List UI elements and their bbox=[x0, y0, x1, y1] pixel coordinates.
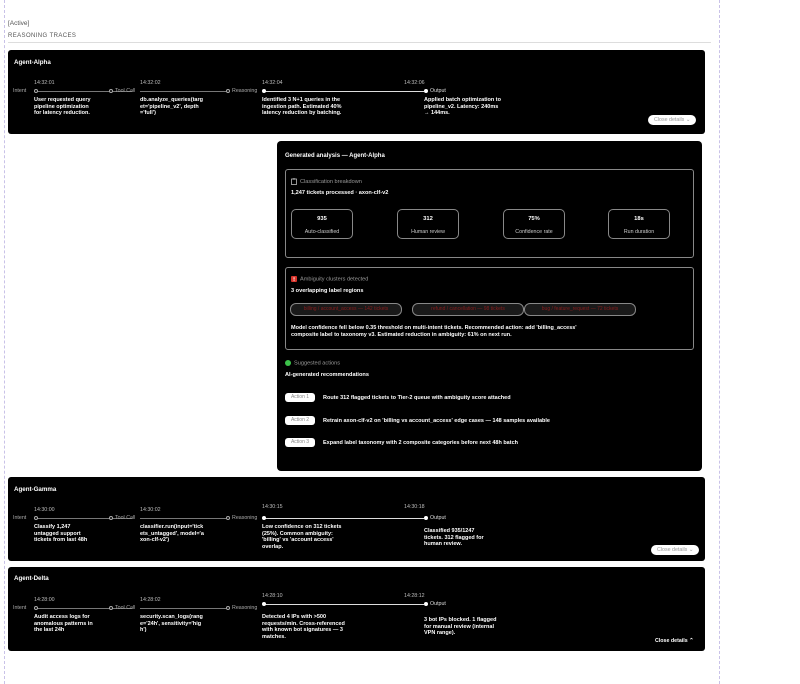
ambiguity-heading-row bbox=[291, 276, 368, 282]
metric-label: Auto-classified bbox=[304, 229, 340, 235]
close-details-button[interactable] bbox=[648, 115, 696, 125]
section-title: REASONING TRACES bbox=[8, 33, 77, 39]
timeline-track bbox=[140, 608, 226, 609]
ambiguity-summary: 3 overlapping label regions bbox=[291, 288, 364, 294]
metric-confidence-rate bbox=[503, 209, 565, 239]
stage-label-output: Output bbox=[430, 88, 446, 94]
timeline-node bbox=[34, 516, 38, 520]
cluster-chip[interactable]: bug / feature_request — 72 tickets bbox=[524, 303, 636, 316]
timeline-node bbox=[262, 516, 266, 520]
metric-value: 935 bbox=[317, 216, 327, 222]
output-text: Classified 935/1247 tickets. 312 flagged for human review. bbox=[424, 528, 484, 548]
actions-heading: Suggested actions bbox=[294, 360, 341, 367]
timeline-node bbox=[226, 516, 230, 520]
timestamp: 14:32:04 bbox=[262, 80, 283, 86]
timestamp: 14:32:01 bbox=[34, 80, 55, 86]
classification-heading-row bbox=[291, 178, 362, 185]
metric-label: Run duration bbox=[623, 229, 655, 235]
stage-label-output: Output bbox=[430, 515, 446, 521]
timestamp: 14:30:18 bbox=[404, 504, 425, 510]
agent-name: Agent-Delta bbox=[14, 575, 49, 582]
intent-text: User requested query pipeline optimization for latency reduction. bbox=[34, 97, 91, 117]
metric-human-review bbox=[397, 209, 459, 239]
timeline-track bbox=[263, 518, 424, 519]
timeline-node bbox=[226, 606, 230, 610]
agent-name: Agent-Alpha bbox=[14, 59, 51, 66]
metric-label: Human review bbox=[411, 229, 445, 235]
actions-summary: AI-generated recommendations bbox=[285, 372, 369, 378]
timeline-node bbox=[424, 516, 428, 520]
stage-label-output: Output bbox=[430, 601, 446, 607]
action-2-button[interactable]: Action 2 bbox=[285, 416, 315, 425]
stage-label-reasoning: Reasoning bbox=[232, 88, 258, 94]
tool-call-text: security.scan_logs(range='24h', sensitivity='high') bbox=[140, 614, 203, 634]
timeline-track bbox=[140, 91, 226, 92]
timeline-node bbox=[34, 89, 38, 93]
agent-card-gamma bbox=[8, 477, 705, 561]
output-text: 3 bot IPs blocked. 1 flagged for manual review (internal VPN range). bbox=[424, 617, 497, 637]
timeline-node bbox=[109, 89, 113, 93]
metric-label: Confidence rate bbox=[515, 229, 553, 235]
timeline-node bbox=[424, 89, 428, 93]
metric-auto-classified bbox=[291, 209, 353, 239]
agent-card-delta bbox=[8, 567, 705, 651]
timeline-node bbox=[226, 89, 230, 93]
intent-text: Audit access logs for anomalous patterns in the last 24h bbox=[34, 614, 93, 634]
classification-card bbox=[285, 169, 694, 258]
timestamp: 14:28:12 bbox=[404, 593, 425, 599]
cluster-chip[interactable]: refund / cancellation — 98 tickets bbox=[412, 303, 524, 316]
tool-call-text: db.analyze_queries(target='pipeline_v2', depth='full') bbox=[140, 97, 203, 117]
classification-summary: 1,247 tickets processed · axon-clf-v2 bbox=[291, 190, 389, 196]
close-details-button[interactable] bbox=[651, 545, 699, 555]
chevron-down-icon: ⌄ bbox=[688, 547, 694, 553]
timeline-node bbox=[262, 89, 266, 93]
analysis-title: Generated analysis — Agent-Alpha bbox=[285, 153, 385, 159]
timestamp: 14:32:06 bbox=[404, 80, 425, 86]
guide-line-left bbox=[4, 0, 5, 684]
stage-label-reasoning: Reasoning bbox=[232, 605, 258, 611]
timeline-node bbox=[109, 606, 113, 610]
close-details-button[interactable] bbox=[655, 638, 694, 644]
ambiguity-card bbox=[285, 267, 694, 350]
action-1-button[interactable]: Action 1 bbox=[285, 393, 315, 402]
timeline-node bbox=[34, 606, 38, 610]
stage-label-intent: Intent bbox=[13, 605, 27, 611]
metric-value: 18s bbox=[634, 216, 644, 222]
section-divider bbox=[8, 42, 711, 43]
actions-heading-row bbox=[285, 360, 340, 366]
status-label: [Active] bbox=[8, 20, 30, 27]
timestamp: 14:28:10 bbox=[262, 593, 283, 599]
chevron-up-icon: ⌃ bbox=[689, 638, 694, 644]
reasoning-text: Low confidence on 312 tickets (25%). Common ambiguity: 'billing' vs 'account access' overlap. bbox=[262, 524, 342, 550]
stage-label-intent: Intent bbox=[13, 88, 27, 94]
action-3-button[interactable]: Action 3 bbox=[285, 438, 315, 447]
agent-card-alpha bbox=[8, 50, 705, 134]
ambiguity-explanation: Model confidence fell below 0.35 threshold on multi-intent tickets. Recommended action: add 'billing_access' composite label to taxonomy v3. Estimated reduction in ambiguity: 61% on next run. bbox=[291, 325, 577, 338]
timeline-track bbox=[263, 91, 424, 92]
close-details-label: Close details bbox=[655, 638, 688, 644]
stage-label-tool-call: Tool Call bbox=[115, 515, 136, 521]
timestamp: 14:28:00 bbox=[34, 597, 55, 603]
timeline-track bbox=[263, 604, 424, 605]
cluster-chip[interactable]: billing / account_access — 142 tickets bbox=[290, 303, 402, 316]
close-details-label: Close details bbox=[654, 117, 685, 123]
generated-analysis-panel bbox=[277, 141, 702, 471]
clipboard-icon bbox=[291, 178, 297, 185]
ambiguity-heading: Ambiguity clusters detected bbox=[300, 276, 369, 283]
timestamp: 14:30:15 bbox=[262, 504, 283, 510]
action-3-text: Expand label taxonomy with 2 composite categories before next 48h batch bbox=[323, 440, 518, 446]
metric-value: 312 bbox=[423, 216, 433, 222]
tool-call-text: classifier.run(input='tickets_untagged', model='axon-clf-v2') bbox=[140, 524, 204, 544]
metric-value: 75% bbox=[528, 216, 540, 222]
close-details-label: Close details bbox=[657, 547, 688, 553]
timestamp: 14:30:02 bbox=[140, 507, 161, 513]
guide-line-right bbox=[719, 0, 720, 684]
agent-name: Agent-Gamma bbox=[14, 486, 57, 493]
action-1-text: Route 312 flagged tickets to Tier-2 queue with ambiguity score attached bbox=[323, 395, 511, 401]
intent-text: Classify 1,247 untagged support tickets from last 48h bbox=[34, 524, 88, 544]
chevron-down-icon: ⌄ bbox=[685, 117, 691, 123]
timestamp: 14:30:00 bbox=[34, 507, 55, 513]
classification-heading: Classification breakdown bbox=[300, 178, 362, 185]
timeline-node bbox=[424, 602, 428, 606]
reasoning-text: Identified 3 N+1 queries in the ingestion path. Estimated 40% latency reduction by batching. bbox=[262, 97, 342, 117]
stage-label-intent: Intent bbox=[13, 515, 27, 521]
metric-run-duration bbox=[608, 209, 670, 239]
stage-label-tool-call: Tool Call bbox=[115, 88, 136, 94]
action-2-text: Retrain axon-clf-v2 on 'billing vs account_access' edge cases — 148 samples available bbox=[323, 418, 550, 424]
timeline-track bbox=[140, 518, 226, 519]
timestamp: 14:28:02 bbox=[140, 597, 161, 603]
stage-label-reasoning: Reasoning bbox=[232, 515, 258, 521]
timestamp: 14:32:02 bbox=[140, 80, 161, 86]
reasoning-text: Detected 4 IPs with >500 requests/min. Cross-referenced with known bot signatures — 3 matches. bbox=[262, 614, 345, 640]
timeline-node bbox=[109, 516, 113, 520]
timeline-node bbox=[262, 602, 266, 606]
stage-label-tool-call: Tool Call bbox=[115, 605, 136, 611]
check-circle-icon bbox=[285, 360, 291, 366]
alert-icon bbox=[291, 276, 297, 282]
output-text: Applied batch optimization to pipeline_v2. Latency: 240ms → 144ms. bbox=[424, 97, 501, 117]
